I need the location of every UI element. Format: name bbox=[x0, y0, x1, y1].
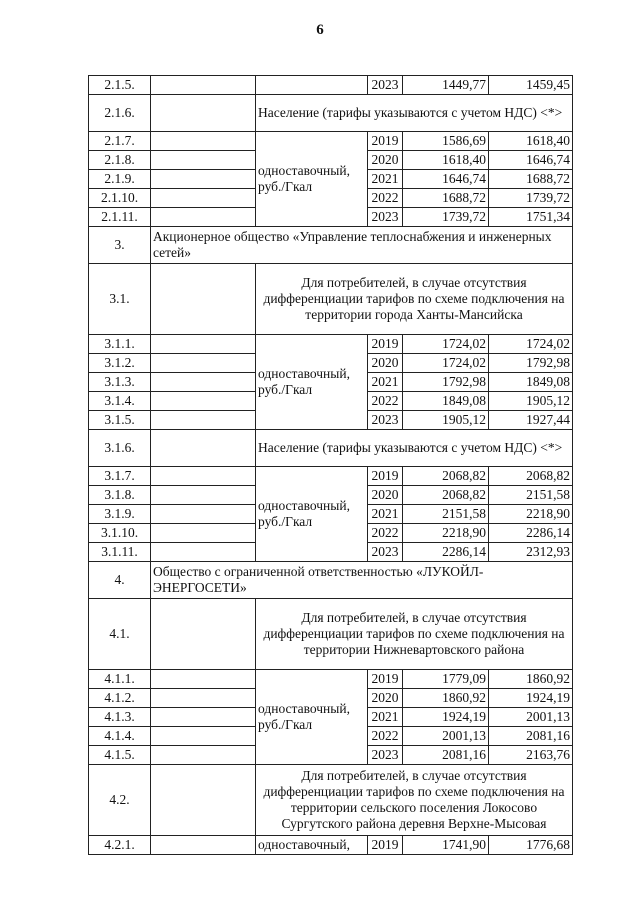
tariff-first-half: 1724,02 bbox=[403, 335, 489, 354]
empty-cell bbox=[151, 599, 256, 670]
empty-cell bbox=[151, 486, 256, 505]
tariff-second-half: 1688,72 bbox=[489, 170, 573, 189]
row-index: 3.1.1. bbox=[89, 335, 151, 354]
tariff-first-half: 1688,72 bbox=[403, 189, 489, 208]
year-cell: 2021 bbox=[368, 708, 403, 727]
table-row bbox=[89, 227, 573, 264]
tariff-second-half: 1751,34 bbox=[489, 208, 573, 227]
empty-cell bbox=[151, 746, 256, 765]
year-cell: 2022 bbox=[368, 524, 403, 543]
row-index: 4.2.1. bbox=[89, 836, 151, 855]
table-row bbox=[89, 76, 573, 95]
tariff-unit: одноставочный, руб./Гкал bbox=[256, 132, 368, 227]
tariff-second-half: 2163,76 bbox=[489, 746, 573, 765]
tariff-unit: одноставочный, bbox=[256, 836, 368, 855]
tariff-first-half: 1924,19 bbox=[403, 708, 489, 727]
table-row bbox=[89, 95, 573, 132]
population-note: Население (тарифы указываются с учетом НДС) <*> bbox=[256, 95, 573, 132]
tariff-first-half: 2001,13 bbox=[403, 727, 489, 746]
tariff-second-half: 1618,40 bbox=[489, 132, 573, 151]
empty-cell bbox=[151, 836, 256, 855]
year-cell: 2023 bbox=[368, 543, 403, 562]
table-row bbox=[89, 599, 573, 670]
year-cell: 2019 bbox=[368, 132, 403, 151]
row-index: 3.1.11. bbox=[89, 543, 151, 562]
year-cell: 2019 bbox=[368, 836, 403, 855]
tariff-first-half: 1779,09 bbox=[403, 670, 489, 689]
tariff-second-half: 1776,68 bbox=[489, 836, 573, 855]
row-index: 3.1.6. bbox=[89, 430, 151, 467]
empty-cell bbox=[151, 335, 256, 354]
tariff-first-half: 2068,82 bbox=[403, 486, 489, 505]
row-index: 3.1.7. bbox=[89, 467, 151, 486]
empty-cell bbox=[151, 430, 256, 467]
year-cell: 2020 bbox=[368, 354, 403, 373]
tariff-first-half: 1792,98 bbox=[403, 373, 489, 392]
population-note: Население (тарифы указываются с учетом НДС) <*> bbox=[256, 430, 573, 467]
empty-cell bbox=[151, 170, 256, 189]
row-index: 4.1.4. bbox=[89, 727, 151, 746]
empty-cell bbox=[151, 524, 256, 543]
tariff-first-half: 1646,74 bbox=[403, 170, 489, 189]
tariff-unit: одноставочный, руб./Гкал bbox=[256, 467, 368, 562]
empty-cell bbox=[151, 264, 256, 335]
table-row bbox=[89, 670, 573, 689]
tariff-unit bbox=[256, 76, 368, 95]
row-index: 4.2. bbox=[89, 765, 151, 836]
year-cell: 2020 bbox=[368, 151, 403, 170]
year-cell: 2023 bbox=[368, 208, 403, 227]
empty-cell bbox=[151, 689, 256, 708]
tariff-first-half: 2068,82 bbox=[403, 467, 489, 486]
empty-cell bbox=[151, 208, 256, 227]
tariff-first-half: 1860,92 bbox=[403, 689, 489, 708]
table-row bbox=[89, 335, 573, 354]
tariff-first-half: 2081,16 bbox=[403, 746, 489, 765]
row-index: 3.1.3. bbox=[89, 373, 151, 392]
table-row bbox=[89, 836, 573, 855]
tariff-first-half: 1739,72 bbox=[403, 208, 489, 227]
year-cell: 2021 bbox=[368, 505, 403, 524]
tariff-first-half: 2151,58 bbox=[403, 505, 489, 524]
row-index: 3.1. bbox=[89, 264, 151, 335]
tariff-second-half: 1792,98 bbox=[489, 354, 573, 373]
empty-cell bbox=[151, 708, 256, 727]
row-index: 2.1.5. bbox=[89, 76, 151, 95]
organization-name: Акционерное общество «Управление теплоснабжения и инженерных сетей» bbox=[151, 227, 573, 264]
empty-cell bbox=[151, 373, 256, 392]
empty-cell bbox=[151, 76, 256, 95]
tariff-first-half: 1849,08 bbox=[403, 392, 489, 411]
row-index: 2.1.11. bbox=[89, 208, 151, 227]
tariff-first-half: 2218,90 bbox=[403, 524, 489, 543]
tariff-second-half: 2081,16 bbox=[489, 727, 573, 746]
year-cell: 2021 bbox=[368, 170, 403, 189]
row-index: 3.1.2. bbox=[89, 354, 151, 373]
year-cell: 2023 bbox=[368, 76, 403, 95]
tariff-unit: одноставочный, руб./Гкал bbox=[256, 335, 368, 430]
consumer-group-description: Для потребителей, в случае отсутствия дифференциации тарифов по схеме подключения на территории города Ханты-Мансийска bbox=[256, 264, 573, 335]
tariff-first-half: 1618,40 bbox=[403, 151, 489, 170]
tariff-unit: одноставочный, руб./Гкал bbox=[256, 670, 368, 765]
year-cell: 2019 bbox=[368, 670, 403, 689]
year-cell: 2021 bbox=[368, 373, 403, 392]
year-cell: 2023 bbox=[368, 746, 403, 765]
tariff-first-half: 2286,14 bbox=[403, 543, 489, 562]
row-index: 2.1.8. bbox=[89, 151, 151, 170]
empty-cell bbox=[151, 95, 256, 132]
empty-cell bbox=[151, 132, 256, 151]
page-number: 6 bbox=[316, 22, 324, 38]
row-index: 2.1.6. bbox=[89, 95, 151, 132]
tariff-second-half: 2218,90 bbox=[489, 505, 573, 524]
tariff-first-half: 1449,77 bbox=[403, 76, 489, 95]
tariff-table bbox=[88, 75, 573, 855]
year-cell: 2020 bbox=[368, 689, 403, 708]
row-index: 3.1.8. bbox=[89, 486, 151, 505]
tariff-second-half: 2286,14 bbox=[489, 524, 573, 543]
row-index: 4.1. bbox=[89, 599, 151, 670]
tariff-second-half: 2312,93 bbox=[489, 543, 573, 562]
tariff-second-half: 2151,58 bbox=[489, 486, 573, 505]
row-index: 3.1.5. bbox=[89, 411, 151, 430]
empty-cell bbox=[151, 151, 256, 170]
row-index: 4. bbox=[89, 562, 151, 599]
empty-cell bbox=[151, 727, 256, 746]
empty-cell bbox=[151, 189, 256, 208]
empty-cell bbox=[151, 543, 256, 562]
row-index: 4.1.2. bbox=[89, 689, 151, 708]
table-row bbox=[89, 264, 573, 335]
tariff-first-half: 1586,69 bbox=[403, 132, 489, 151]
year-cell: 2020 bbox=[368, 486, 403, 505]
row-index: 2.1.9. bbox=[89, 170, 151, 189]
empty-cell bbox=[151, 765, 256, 836]
tariff-first-half: 1724,02 bbox=[403, 354, 489, 373]
row-index: 3.1.4. bbox=[89, 392, 151, 411]
empty-cell bbox=[151, 411, 256, 430]
tariff-second-half: 1927,44 bbox=[489, 411, 573, 430]
tariff-second-half: 1860,92 bbox=[489, 670, 573, 689]
tariff-second-half: 1905,12 bbox=[489, 392, 573, 411]
consumer-group-description: Для потребителей, в случае отсутствия дифференциации тарифов по схеме подключения на территории сельского поселения Локосово Сургутского района деревня Верхне-Мысовая bbox=[256, 765, 573, 836]
table-row bbox=[89, 467, 573, 486]
tariff-second-half: 1739,72 bbox=[489, 189, 573, 208]
tariff-second-half: 2001,13 bbox=[489, 708, 573, 727]
table-row bbox=[89, 132, 573, 151]
tariff-second-half: 1849,08 bbox=[489, 373, 573, 392]
tariff-second-half: 2068,82 bbox=[489, 467, 573, 486]
row-index: 4.1.3. bbox=[89, 708, 151, 727]
year-cell: 2022 bbox=[368, 189, 403, 208]
tariff-second-half: 1459,45 bbox=[489, 76, 573, 95]
year-cell: 2022 bbox=[368, 727, 403, 746]
tariff-first-half: 1905,12 bbox=[403, 411, 489, 430]
year-cell: 2022 bbox=[368, 392, 403, 411]
table-row bbox=[89, 430, 573, 467]
empty-cell bbox=[151, 505, 256, 524]
table-row bbox=[89, 765, 573, 836]
year-cell: 2019 bbox=[368, 467, 403, 486]
row-index: 4.1.5. bbox=[89, 746, 151, 765]
row-index: 3. bbox=[89, 227, 151, 264]
tariff-second-half: 1924,19 bbox=[489, 689, 573, 708]
consumer-group-description: Для потребителей, в случае отсутствия дифференциации тарифов по схеме подключения на территории Нижневартовского района bbox=[256, 599, 573, 670]
tariff-second-half: 1724,02 bbox=[489, 335, 573, 354]
empty-cell bbox=[151, 354, 256, 373]
empty-cell bbox=[151, 392, 256, 411]
empty-cell bbox=[151, 670, 256, 689]
tariff-second-half: 1646,74 bbox=[489, 151, 573, 170]
year-cell: 2019 bbox=[368, 335, 403, 354]
table-row bbox=[89, 562, 573, 599]
row-index: 3.1.9. bbox=[89, 505, 151, 524]
tariff-first-half: 1741,90 bbox=[403, 836, 489, 855]
row-index: 3.1.10. bbox=[89, 524, 151, 543]
row-index: 2.1.10. bbox=[89, 189, 151, 208]
row-index: 4.1.1. bbox=[89, 670, 151, 689]
year-cell: 2023 bbox=[368, 411, 403, 430]
row-index: 2.1.7. bbox=[89, 132, 151, 151]
empty-cell bbox=[151, 467, 256, 486]
organization-name: Общество с ограниченной ответственностью «ЛУКОЙЛ-ЭНЕРГОСЕТИ» bbox=[151, 562, 573, 599]
